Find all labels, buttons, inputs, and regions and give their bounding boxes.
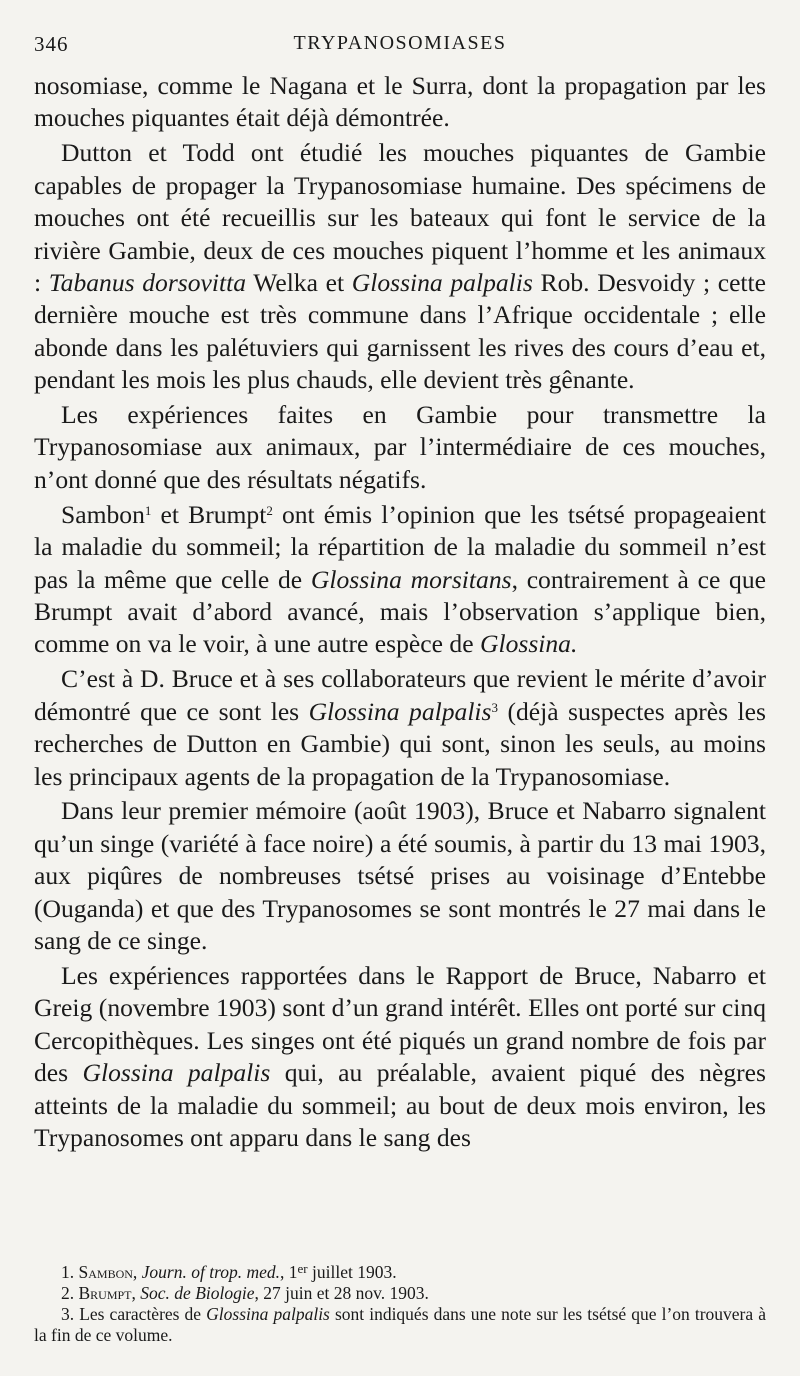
italic-text: Glossina palpalis xyxy=(308,696,492,726)
text-run: (déjà suspectes après les recherches de Dutton en Gambie) qui sont, sinon les seuls, au moins les principaux agents de la propagation de la Trypanosomiase. xyxy=(34,696,766,791)
text-run: , xyxy=(132,1262,142,1282)
paragraph xyxy=(34,795,766,957)
paragraph xyxy=(34,960,766,1154)
note-reference: 1 xyxy=(144,502,152,518)
text-run: juillet 1903. xyxy=(307,1262,397,1282)
text-run: 2. xyxy=(61,1283,79,1303)
paragraph xyxy=(34,499,766,661)
text-run: Sambon xyxy=(61,499,145,529)
footnotes xyxy=(34,1262,766,1346)
footnote xyxy=(34,1304,766,1346)
text-run: Rob. Desvoidy ; cette dernière mouche est très commune dans l’Afrique occidentale ; elle abonde dans les palétuviers qui garnissent les rives des cours d’eau et, pendant les mois les plus chauds, elle devient très gênante. xyxy=(34,267,767,395)
text-run: ont émis l’opinion que les tsétsé propageaient la maladie du sommeil; la répartition de la maladie du sommeil n’est pas la même que celle de xyxy=(34,499,766,594)
text-run: Les expériences rapportées dans le Rapport de Bruce, Nabarro et Greig (novembre 1903) sont d’un grand intérêt. Elles ont porté sur cinq Cercopithèques. Les singes ont été piqués un grand nombre de fois par des xyxy=(34,960,766,1088)
paragraph xyxy=(34,399,766,496)
text-run: C’est à D. Bruce et à ses collaborateurs que revient le mérite d’avoir démontré que ce sont les xyxy=(34,664,766,726)
text-run: nosomiase, comme le Nagana et le Surra, dont la propagation par les mouches piquantes était déjà démontrée. xyxy=(34,71,766,133)
note-reference: er xyxy=(297,1261,308,1276)
text-run: Dans leur premier mémoire (août 1903), Bruce et Nabarro signalent qu’un singe (variété à face noire) a été soumis, à partir du 13 mai 1903, aux piqûres de nombreuses tsétsé prises au voisinage d’Entebbe (Ouganda) et que des Trypanosomes se sont montrés le 27 mai dans le sang de ce singe. xyxy=(34,796,766,956)
text-run: , 1 xyxy=(280,1262,298,1282)
text-run: , contrairement à ce que Brumpt avait d’abord avancé, mais l’observation s’applique bien, comme on va le voir, à une autre espèce de xyxy=(34,564,767,659)
italic-text: Glossina. xyxy=(479,629,578,659)
text-run: Dutton et Todd ont étudié les mouches piquantes de Gambie capables de propager la Trypanosomiase humaine. Des spécimens de mouches ont été recueillis sur les bateaux qui font le service de la rivière Gambie, deux de ces mouches piquent l’homme et les animaux : xyxy=(34,138,766,297)
italic-text: Tabanus dorsovitta xyxy=(48,267,247,297)
running-title: TRYPANOSOMIASES xyxy=(293,32,507,54)
italic-text: Glossina palpalis xyxy=(82,1058,271,1088)
italic-text: Glossina palpalis xyxy=(206,1304,330,1324)
paragraph xyxy=(34,137,766,396)
note-reference: 3 xyxy=(491,699,499,715)
text-run: qui, au préalable, avaient piqué des nègres atteints de la maladie du sommeil; au bout de deux mois environ, les Trypanosomes ont apparu dans le sang des xyxy=(34,1058,766,1152)
page-header xyxy=(34,32,766,60)
italic-text: Glossina palpalis xyxy=(351,267,533,297)
italic-text: Glossina morsitans xyxy=(310,564,512,594)
text-run: et Brumpt xyxy=(151,499,267,529)
italic-text: Journ. of trop. med. xyxy=(141,1262,281,1282)
text-run: Les expériences faites en Gambie pour transmettre la Trypanosomiase aux animaux, par l’intermédiaire de ces mouches, n’ont donné que des résultats négatifs. xyxy=(34,400,766,494)
text-run: sont indiqués dans une note sur les tsétsé que l’on trouvera à la fin de ce volume. xyxy=(34,1304,766,1345)
author-name: Sambon xyxy=(78,1262,133,1282)
body-text xyxy=(34,70,766,1154)
text-run: , xyxy=(131,1283,141,1303)
page-number: 346 xyxy=(34,32,69,56)
paragraph xyxy=(34,70,766,135)
author-name: Brumpt xyxy=(78,1283,132,1303)
text-run: , 27 juin et 28 nov. 1903. xyxy=(254,1283,429,1303)
italic-text: Soc. de Biologie xyxy=(140,1283,255,1303)
note-reference: 2 xyxy=(266,502,273,518)
footnote xyxy=(34,1262,766,1283)
text-run: 1. xyxy=(61,1262,79,1282)
footnote xyxy=(34,1283,766,1304)
text-run: Welka et xyxy=(246,267,352,297)
text-run: 3. Les caractères de xyxy=(61,1304,207,1324)
paragraph xyxy=(34,663,766,793)
